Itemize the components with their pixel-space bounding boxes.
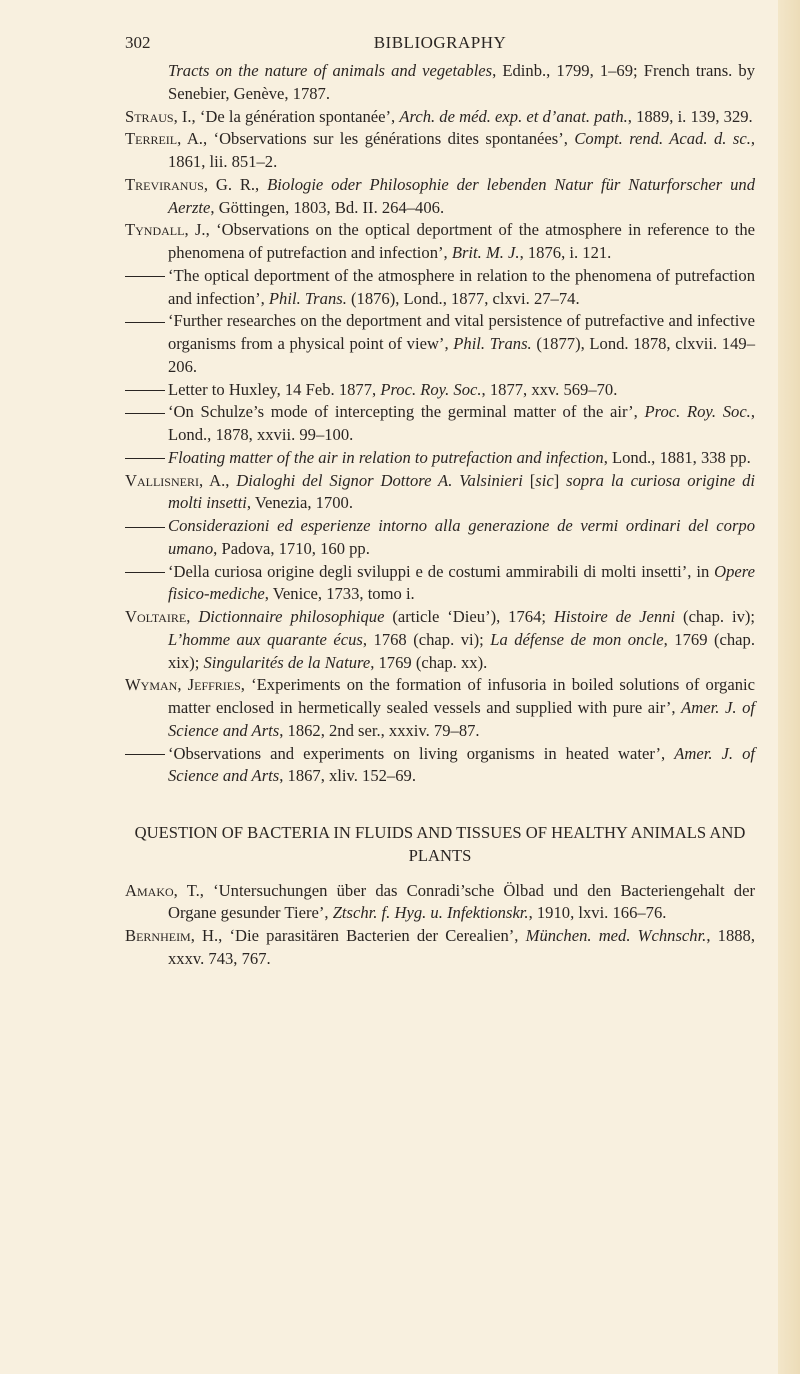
citation-text: , 1888, xxxv. 743, 767. <box>168 926 755 968</box>
citation-text: , 1876, i. 121. <box>519 243 612 262</box>
ditto-dash <box>125 390 165 391</box>
citation-text: , Edinb., 1799, 1–69; French trans. by Senebier, Genève, 1787. <box>168 61 755 103</box>
running-header <box>125 33 755 57</box>
title-italic: Biologie oder Philosophie der lebenden Natur für Naturforscher und Aerzte <box>168 174 755 217</box>
title-italic: Phil. Trans. <box>453 334 532 353</box>
title-italic: München. med. Wchnschr. <box>525 926 707 945</box>
citation-text: , 1769 (chap. xx). <box>370 652 488 672</box>
citation-text: ‘The optical deportment of the atmosphere in relation to the phenomena of putrefaction and infection’, <box>168 265 755 308</box>
title-italic: Amer. J. of Science and Arts <box>168 743 755 786</box>
ditto-dash <box>125 458 165 459</box>
citation-text: , T., ‘Untersuchungen über das Conradi’sche Ölbad und den Bacteriengehalt der Organe gesunder Tiere’, <box>168 880 755 923</box>
author-name: Vallisneri <box>125 470 199 490</box>
citation-text: , Göttingen, 1803, Bd. II. 264–406. <box>210 197 445 217</box>
page-number: 302 <box>125 33 151 52</box>
bibliography-entry <box>125 606 755 674</box>
citation-text: ‘On Schulze’s mode of intercepting the germinal matter of the air’, <box>168 402 645 422</box>
title-italic: Phil. Trans. <box>268 288 347 308</box>
title-italic: Arch. de méd. exp. et d’anat. path. <box>399 106 628 126</box>
author-name: Tyndall <box>125 220 185 240</box>
title-italic: sic <box>535 470 554 490</box>
bibliography-entry <box>125 743 755 789</box>
citation-text: (1876), Lond., 1877, clxvi. 27–74. <box>346 288 580 308</box>
bibliography-entry <box>125 106 755 129</box>
bibliography-entry <box>125 674 755 742</box>
citation-text: Letter to Huxley, 14 Feb. 1877, <box>168 379 381 399</box>
bibliography-entry <box>125 925 755 971</box>
title-italic: Opere fisico-mediche <box>168 561 755 604</box>
title-italic: Compt. rend. Acad. d. sc. <box>574 129 751 149</box>
citation-text: , 1862, 2nd ser., xxxiv. 79–87. <box>279 720 480 740</box>
entry-list <box>125 880 755 971</box>
citation-text: , Lond., 1881, 338 pp. <box>603 447 751 467</box>
citation-text: ‘Observations and experiments on living organisms in heated water’, <box>168 743 675 763</box>
bibliography-entry <box>125 515 755 561</box>
title-italic: sopra la curiosa origine di molti insetti <box>168 470 756 513</box>
title-italic: La défense de mon oncle <box>490 629 664 649</box>
ditto-dash <box>125 413 165 414</box>
bibliography-entry <box>125 60 755 106</box>
section-heading: QUESTION OF BACTERIA IN FLUIDS AND TISSUES OF HEALTHY ANIMALS AND PLANTS <box>134 823 746 865</box>
author-name: Amako <box>125 880 174 900</box>
author-name: Bernheim <box>125 926 191 945</box>
citation-text: , <box>186 607 199 626</box>
title-italic: Considerazioni ed esperienze intorno alla generazione de vermi ordinari del corpo umano <box>168 516 755 558</box>
page-title: BIBLIOGRAPHY <box>373 33 507 52</box>
citation-text: , A., <box>198 470 237 490</box>
author-name: Wyman, Jeffries <box>125 675 241 695</box>
title-italic: Ztschr. f. Hyg. u. Infektionskr. <box>332 903 529 923</box>
citation-text: , Venezia, 1700. <box>246 493 353 513</box>
bibliography-entry <box>125 447 755 470</box>
bibliography-entry <box>125 174 755 220</box>
bibliography-entry <box>125 310 755 378</box>
bibliography-entry <box>125 401 755 447</box>
author-name: Terreil <box>125 129 178 149</box>
citation-text: , 1867, xliv. 152–69. <box>279 766 416 786</box>
citation-text: ‘Further researches on the deportment and vital persistence of putrefactive and infective organisms from a physical point of view’, <box>168 311 755 353</box>
bibliography-entry <box>125 470 755 516</box>
citation-text: , Venice, 1733, tomo i. <box>264 584 415 604</box>
entry-list <box>125 60 755 788</box>
title-italic: Dictionnaire philosophique <box>198 607 385 626</box>
ditto-dash <box>125 322 165 323</box>
title-italic: Histoire de Jenni <box>553 607 676 626</box>
title-italic: Proc. Roy. Soc. <box>644 402 751 422</box>
citation-text: , 1877, xxv. 569–70. <box>481 379 618 399</box>
title-italic: Amer. J. of Science and Arts <box>168 698 755 740</box>
citation-text: , 1889, i. 139, 329. <box>627 106 753 126</box>
citation-text: , 1910, lxvi. 166–76. <box>528 903 667 923</box>
citation-text: , Padova, 1710, 160 pp. <box>213 538 370 558</box>
title-italic: Floating matter of the air in relation to putrefaction and infection <box>168 447 604 467</box>
author-name: Voltaire <box>125 607 187 626</box>
citation-text: , 1769 (chap. xix); <box>168 629 755 672</box>
citation-text: ‘Della curiosa origine degli sviluppi e de costumi ammirabili di molti insetti’, in <box>168 561 715 581</box>
ditto-dash <box>125 572 165 573</box>
citation-text: , H., ‘Die parasitären Bacterien der Cerealien’, <box>190 926 526 945</box>
title-italic: Dialoghi del Signor Dottore A. Valsinieri <box>236 470 523 490</box>
citation-text: (chap. iv); <box>675 607 756 626</box>
bibliography-entry <box>125 128 755 174</box>
author-name: Straus <box>125 106 174 126</box>
citation-text: , A., ‘Observations sur les générations dites spontanées’, <box>177 129 575 149</box>
citation-text: (article ‘Dieu’), 1764; <box>384 607 554 626</box>
bibliography-entry <box>125 219 755 265</box>
title-italic: Proc. Roy. Soc. <box>380 379 482 399</box>
ditto-dash <box>125 754 165 755</box>
citation-text: , J., ‘Observations on the optical deportment of the atmosphere in reference to the phenomena of putrefaction and infection’, <box>168 220 755 262</box>
citation-text: , Lond., 1878, xxvii. 99–100. <box>168 402 755 444</box>
title-italic: Singularités de la Nature <box>203 652 371 672</box>
title-italic: L’homme aux quarante écus <box>168 629 363 649</box>
bibliography-entry <box>125 561 755 607</box>
citation-text: , G. R., <box>203 174 268 194</box>
citation-text: , 1768 (chap. vi); <box>362 629 491 649</box>
author-name: Treviranus <box>125 174 204 194</box>
ditto-dash <box>125 276 165 277</box>
title-italic: Tracts on the nature of animals and vegetables <box>168 61 493 80</box>
citation-text: [ <box>522 470 536 490</box>
citation-text: , I., ‘De la génération spontanée’, <box>173 106 400 126</box>
bibliography-entry <box>125 265 755 311</box>
ditto-dash <box>125 527 165 528</box>
bibliography-body <box>125 60 755 971</box>
bibliography-entry <box>125 379 755 402</box>
citation-text: , 1861, lii. 851–2. <box>168 129 755 171</box>
citation-text: , ‘Experiments on the formation of infusoria in boiled solutions of organic matter enclosed in hermetically sealed vessels and supplied with pure air’, <box>168 675 755 717</box>
page-edge <box>778 0 800 1374</box>
citation-text: (1877), Lond. 1878, clxvii. 149–206. <box>168 334 755 376</box>
citation-text: ] <box>553 470 567 490</box>
bibliography-entry <box>125 880 755 926</box>
title-italic: Brit. M. J. <box>451 243 520 262</box>
